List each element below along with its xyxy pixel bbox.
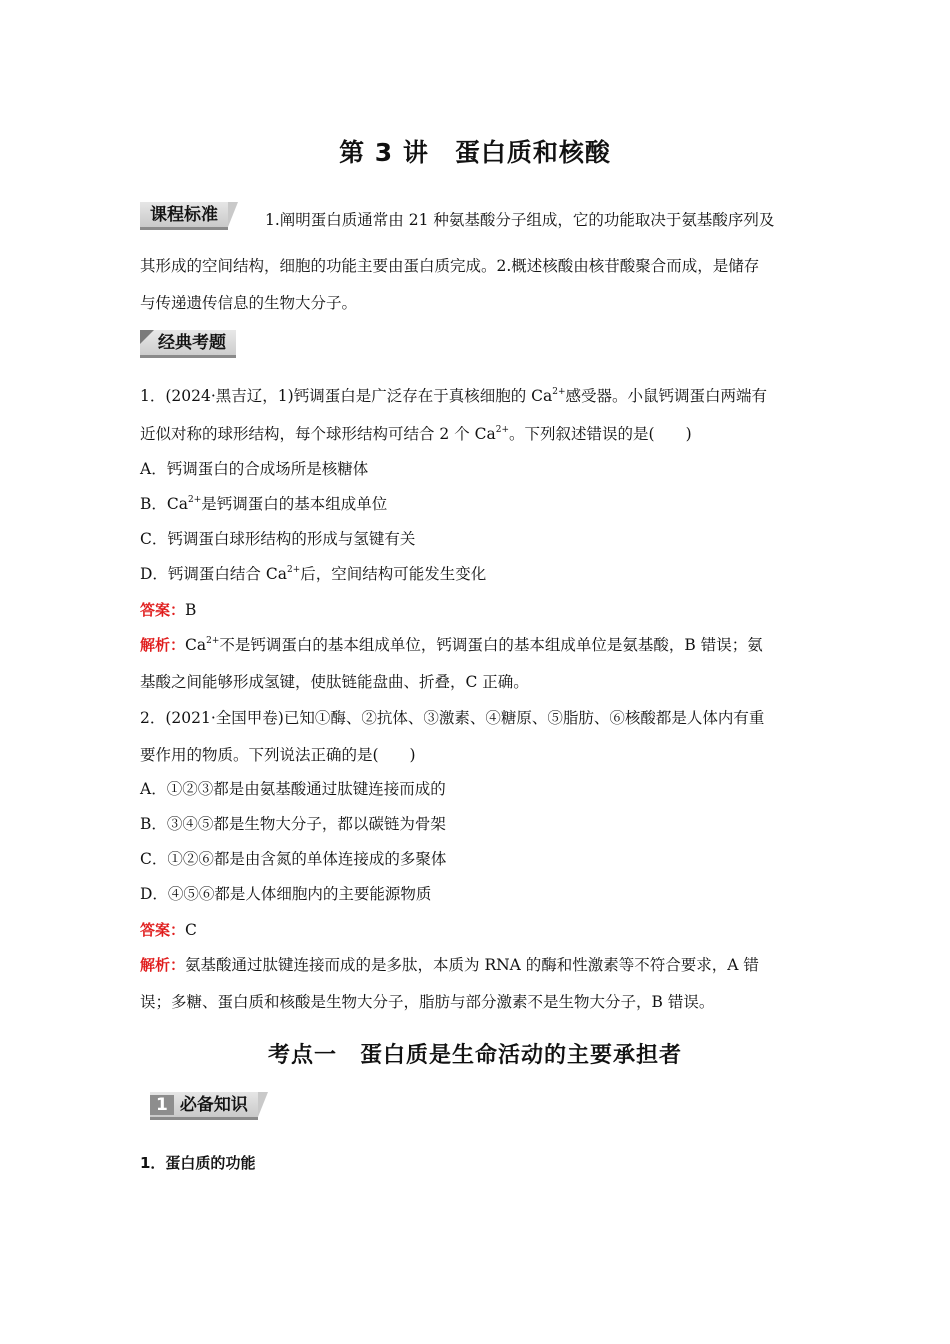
knowledge-badge-label: 必备知识 — [179, 1095, 248, 1115]
q1-analysis-text-b: 不是钙调蛋白的基本组成单位，钙调蛋白的基本组成单位是氨基酸，B 错误；氨 — [219, 636, 763, 654]
q2-option-d: D．④⑤⑥都是人体细胞内的主要能源物质 — [140, 885, 432, 903]
q1-option-d-text-b: 后，空间结构可能发生变化 — [300, 565, 487, 583]
q2-analysis-line-1 — [140, 955, 810, 975]
classic-questions-badge — [140, 330, 236, 358]
q2-analysis-label: 解析： — [140, 956, 186, 974]
q1-stem-line-2 — [140, 424, 810, 444]
q2-option-a: A．①②③都是由氨基酸通过肽键连接而成的 — [140, 780, 446, 798]
q2-answer-label: 答案： — [140, 921, 186, 939]
q1-sup-1: 2+ — [552, 387, 566, 397]
q2-option-b: B．③④⑤都是生物大分子，都以碳链为骨架 — [140, 815, 446, 833]
course-standard-line-1: 1.阐明蛋白质通常由 21 种氨基酸分子组成，它的功能取决于氨基酸序列及 — [265, 211, 775, 229]
q1-stem-line-1 — [140, 386, 810, 406]
q1-sup-5: 2+ — [206, 636, 220, 646]
q2-stem-line-1: 2．(2021·全国甲卷)已知①酶、②抗体、③激素、④糖原、⑤脂肪、⑥核酸都是人体内有重 — [140, 709, 765, 727]
section-title: 考点一 蛋白质是生命活动的主要承担者 — [267, 1043, 682, 1068]
q1-sup-3: 2+ — [188, 495, 202, 505]
q1-option-b-text-a: B．Ca — [140, 495, 188, 513]
q1-sup-4: 2+ — [286, 565, 301, 575]
q1-option-b-text-b: 是钙调蛋白的基本组成单位 — [201, 495, 388, 513]
q1-answer-value: B — [185, 601, 197, 619]
q1-option-c: C．钙调蛋白球形结构的形成与氢键有关 — [140, 530, 416, 548]
q2-analysis-text: 氨基酸通过肽键连接而成的是多肽，本质为 RNA 的酶和性激素等不符合要求，A 错 — [185, 956, 759, 974]
q2-stem-line-2: 要作用的物质。下列说法正确的是( ) — [140, 746, 416, 764]
q2-analysis-line-2: 误；多糖、蛋白质和核酸是生物大分子，脂肪与部分激素不是生物大分子，B 错误。 — [140, 993, 715, 1011]
classic-questions-badge-label: 经典考题 — [158, 333, 226, 353]
page-title: 第 3 讲 蛋白质和核酸 — [339, 138, 611, 167]
q1-option-d-text-a: D．钙调蛋白结合 Ca — [140, 565, 287, 583]
subheading-protein-function: 1．蛋白质的功能 — [140, 1154, 256, 1172]
course-standard-line-3: 与传递遗传信息的生物大分子。 — [140, 294, 358, 312]
q1-stem-text-b: 感受器。小鼠钙调蛋白两端有 — [565, 387, 768, 405]
q1-option-d — [140, 564, 810, 584]
q1-stem2-text-b: 。下列叙述错误的是( ) — [509, 425, 692, 443]
q2-option-c: C．①②⑥都是由含氮的单体连接成的多聚体 — [140, 850, 447, 868]
course-standard-badge-label: 课程标准 — [150, 205, 218, 225]
q1-analysis-line-1 — [140, 635, 810, 655]
q1-analysis-line-2: 基酸之间能够形成氢键，使肽链能盘曲、折叠，C 正确。 — [140, 673, 529, 691]
q1-stem2-text-a: 近似对称的球形结构，每个球形结构可结合 2 个 Ca — [140, 425, 496, 443]
q1-analysis-text-a: Ca — [185, 636, 207, 654]
q2-answer-value: C — [185, 921, 197, 939]
q1-answer-label: 答案： — [140, 601, 186, 619]
q1-option-b — [140, 494, 810, 514]
q1-stem-text-a: 1．(2024·黑吉辽，1)钙调蛋白是广泛存在于真核细胞的 Ca — [140, 387, 553, 405]
q2-answer — [140, 920, 810, 940]
q1-sup-2: 2+ — [495, 425, 510, 435]
knowledge-badge-number: 1 — [150, 1095, 174, 1115]
q1-option-a: A．钙调蛋白的合成场所是核糖体 — [140, 460, 369, 478]
course-standard-line-2: 其形成的空间结构，细胞的功能主要由蛋白质完成。2.概述核酸由核苷酸聚合而成，是储存 — [140, 257, 760, 275]
course-standard-badge — [140, 202, 228, 230]
q1-answer — [140, 600, 810, 620]
knowledge-badge — [150, 1092, 258, 1120]
q1-analysis-label: 解析： — [140, 636, 186, 654]
